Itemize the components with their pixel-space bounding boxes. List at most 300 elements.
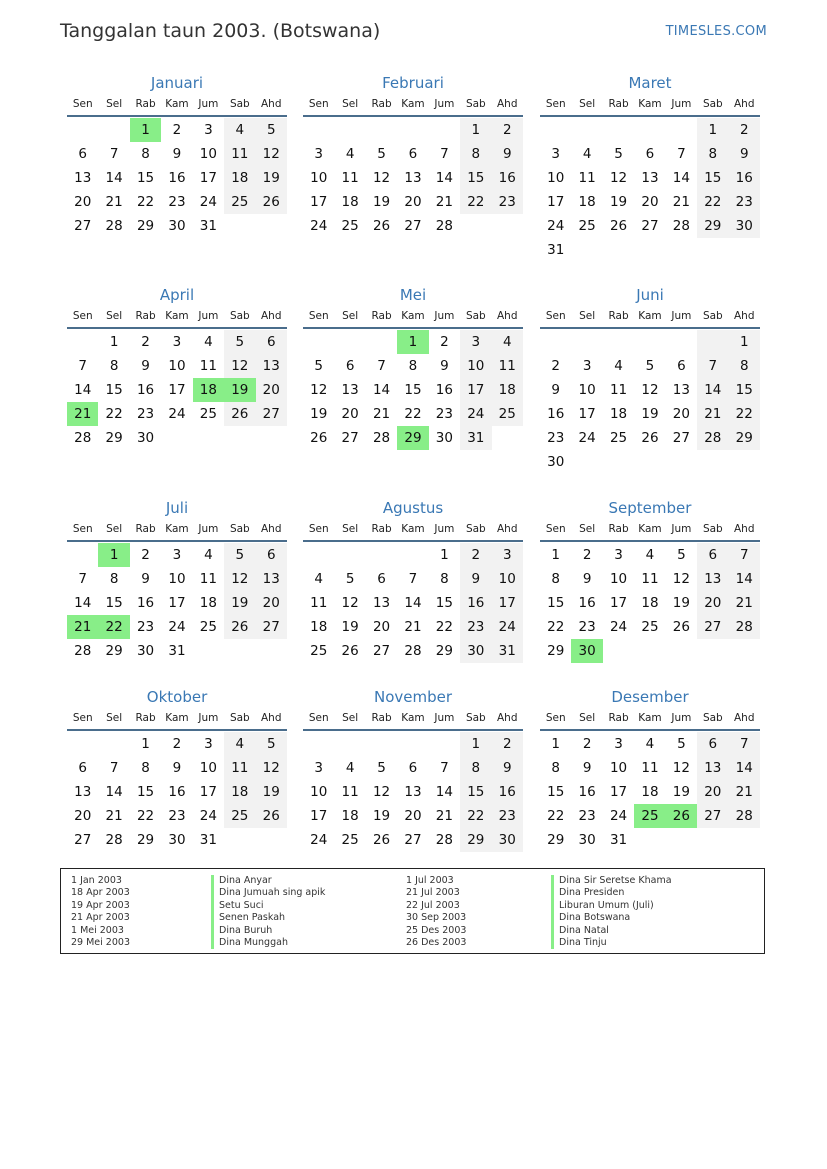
day-cell[interactable]: 1 xyxy=(460,118,491,142)
day-cell[interactable]: 7 xyxy=(377,358,386,374)
day-cell[interactable]: 24 xyxy=(547,218,565,234)
day-cell[interactable]: 23 xyxy=(492,804,523,828)
day-cell[interactable]: 26 xyxy=(672,619,690,635)
day-cell[interactable]: 14 xyxy=(404,595,422,611)
day-cell[interactable]: 31 xyxy=(492,639,523,663)
day-cell[interactable]: 18 xyxy=(341,808,359,824)
day-cell[interactable]: 3 xyxy=(172,547,182,563)
day-cell[interactable]: 4 xyxy=(645,736,655,752)
day-cell[interactable]: 20 xyxy=(341,406,359,422)
holiday-day-cell[interactable]: 22 xyxy=(98,615,129,639)
day-cell[interactable]: 4 xyxy=(614,358,623,374)
day-cell[interactable]: 9 xyxy=(141,358,150,374)
day-cell[interactable]: 12 xyxy=(609,170,628,186)
day-cell[interactable]: 9 xyxy=(141,571,150,587)
day-cell[interactable]: 24 xyxy=(199,194,217,210)
holiday-day-cell[interactable]: 30 xyxy=(571,639,602,663)
day-cell[interactable]: 19 xyxy=(224,591,255,615)
day-cell[interactable]: 26 xyxy=(310,430,328,446)
day-cell[interactable]: 21 xyxy=(105,808,123,824)
day-cell[interactable]: 24 xyxy=(310,832,328,848)
day-cell[interactable]: 11 xyxy=(578,170,596,186)
day-cell[interactable]: 13 xyxy=(697,567,728,591)
day-cell[interactable]: 11 xyxy=(341,170,359,186)
day-cell[interactable]: 27 xyxy=(74,832,92,848)
day-cell[interactable]: 5 xyxy=(224,330,255,354)
day-cell[interactable]: 25 xyxy=(578,218,596,234)
day-cell[interactable]: 3 xyxy=(614,547,623,563)
day-cell[interactable]: 25 xyxy=(609,430,628,446)
day-cell[interactable]: 27 xyxy=(256,615,287,639)
day-cell[interactable]: 20 xyxy=(74,808,92,824)
day-cell[interactable]: 4 xyxy=(204,547,213,563)
day-cell[interactable]: 25 xyxy=(492,402,523,426)
day-cell[interactable]: 28 xyxy=(105,832,123,848)
day-cell[interactable]: 12 xyxy=(256,756,287,780)
day-cell[interactable]: 6 xyxy=(697,732,728,756)
day-cell[interactable]: 18 xyxy=(199,595,217,611)
day-cell[interactable]: 19 xyxy=(256,166,287,190)
day-cell[interactable]: 27 xyxy=(372,643,391,659)
day-cell[interactable]: 22 xyxy=(435,619,453,635)
day-cell[interactable]: 10 xyxy=(168,571,186,587)
day-cell[interactable]: 18 xyxy=(609,406,628,422)
day-cell[interactable]: 12 xyxy=(341,595,359,611)
day-cell[interactable]: 25 xyxy=(224,190,255,214)
day-cell[interactable]: 1 xyxy=(460,732,491,756)
day-cell[interactable]: 23 xyxy=(460,615,491,639)
day-cell[interactable]: 13 xyxy=(404,170,422,186)
day-cell[interactable]: 20 xyxy=(697,591,728,615)
day-cell[interactable]: 19 xyxy=(341,619,359,635)
day-cell[interactable]: 21 xyxy=(697,402,728,426)
day-cell[interactable]: 9 xyxy=(492,142,523,166)
day-cell[interactable]: 22 xyxy=(460,190,491,214)
day-cell[interactable]: 20 xyxy=(256,591,287,615)
day-cell[interactable]: 10 xyxy=(199,146,217,162)
day-cell[interactable]: 31 xyxy=(460,426,491,450)
day-cell[interactable]: 22 xyxy=(136,808,155,824)
day-cell[interactable]: 1 xyxy=(729,330,760,354)
day-cell[interactable]: 13 xyxy=(672,382,690,398)
day-cell[interactable]: 8 xyxy=(460,142,491,166)
day-cell[interactable]: 2 xyxy=(551,358,560,374)
day-cell[interactable]: 18 xyxy=(641,784,659,800)
holiday-day-cell[interactable]: 1 xyxy=(397,330,428,354)
day-cell[interactable]: 18 xyxy=(341,194,359,210)
day-cell[interactable]: 1 xyxy=(141,736,150,752)
day-cell[interactable]: 17 xyxy=(168,595,186,611)
day-cell[interactable]: 1 xyxy=(109,334,119,350)
day-cell[interactable]: 29 xyxy=(729,426,760,450)
day-cell[interactable]: 27 xyxy=(697,804,728,828)
day-cell[interactable]: 20 xyxy=(404,194,422,210)
day-cell[interactable]: 19 xyxy=(672,595,690,611)
day-cell[interactable]: 30 xyxy=(729,214,760,238)
day-cell[interactable]: 8 xyxy=(440,571,449,587)
day-cell[interactable]: 7 xyxy=(78,358,87,374)
holiday-day-cell[interactable]: 29 xyxy=(397,426,428,450)
day-cell[interactable]: 2 xyxy=(492,118,523,142)
day-cell[interactable]: 5 xyxy=(256,732,287,756)
day-cell[interactable]: 14 xyxy=(729,567,760,591)
day-cell[interactable]: 5 xyxy=(256,118,287,142)
day-cell[interactable]: 14 xyxy=(729,756,760,780)
day-cell[interactable]: 30 xyxy=(168,218,186,234)
day-cell[interactable]: 3 xyxy=(582,358,592,374)
day-cell[interactable]: 2 xyxy=(172,122,182,138)
day-cell[interactable]: 9 xyxy=(582,760,592,776)
day-cell[interactable]: 12 xyxy=(372,170,391,186)
day-cell[interactable]: 9 xyxy=(551,382,560,398)
day-cell[interactable]: 14 xyxy=(372,382,391,398)
day-cell[interactable]: 30 xyxy=(435,430,453,446)
day-cell[interactable]: 7 xyxy=(729,543,760,567)
day-cell[interactable]: 24 xyxy=(492,615,523,639)
day-cell[interactable]: 25 xyxy=(199,619,217,635)
day-cell[interactable]: 24 xyxy=(578,430,596,446)
day-cell[interactable]: 17 xyxy=(547,194,565,210)
day-cell[interactable]: 29 xyxy=(136,218,155,234)
day-cell[interactable]: 4 xyxy=(204,334,213,350)
day-cell[interactable]: 19 xyxy=(372,194,391,210)
day-cell[interactable]: 29 xyxy=(547,643,565,659)
day-cell[interactable]: 21 xyxy=(729,780,760,804)
day-cell[interactable]: 7 xyxy=(677,146,686,162)
day-cell[interactable]: 18 xyxy=(578,194,596,210)
day-cell[interactable]: 7 xyxy=(408,571,418,587)
day-cell[interactable]: 6 xyxy=(645,146,655,162)
day-cell[interactable]: 22 xyxy=(547,619,565,635)
day-cell[interactable]: 19 xyxy=(609,194,628,210)
day-cell[interactable]: 6 xyxy=(408,146,418,162)
day-cell[interactable]: 29 xyxy=(105,643,123,659)
day-cell[interactable]: 20 xyxy=(372,619,391,635)
day-cell[interactable]: 10 xyxy=(578,382,596,398)
day-cell[interactable]: 4 xyxy=(314,571,323,587)
day-cell[interactable]: 1 xyxy=(697,118,728,142)
day-cell[interactable]: 15 xyxy=(547,595,565,611)
day-cell[interactable]: 2 xyxy=(729,118,760,142)
day-cell[interactable]: 13 xyxy=(256,567,287,591)
day-cell[interactable]: 28 xyxy=(372,430,391,446)
day-cell[interactable]: 24 xyxy=(609,808,628,824)
day-cell[interactable]: 8 xyxy=(460,756,491,780)
day-cell[interactable]: 30 xyxy=(136,643,155,659)
holiday-day-cell[interactable]: 21 xyxy=(67,615,98,639)
day-cell[interactable]: 24 xyxy=(310,218,328,234)
day-cell[interactable]: 15 xyxy=(435,595,453,611)
day-cell[interactable]: 5 xyxy=(677,736,686,752)
day-cell[interactable]: 28 xyxy=(729,615,760,639)
day-cell[interactable]: 20 xyxy=(697,780,728,804)
day-cell[interactable]: 10 xyxy=(310,170,328,186)
day-cell[interactable]: 16 xyxy=(578,784,596,800)
day-cell[interactable]: 28 xyxy=(435,832,453,848)
day-cell[interactable]: 22 xyxy=(404,406,422,422)
day-cell[interactable]: 25 xyxy=(341,218,359,234)
day-cell[interactable]: 11 xyxy=(641,760,659,776)
day-cell[interactable]: 30 xyxy=(136,430,155,446)
day-cell[interactable]: 27 xyxy=(404,832,422,848)
day-cell[interactable]: 4 xyxy=(224,118,255,142)
day-cell[interactable]: 16 xyxy=(168,784,186,800)
day-cell[interactable]: 28 xyxy=(74,430,92,446)
day-cell[interactable]: 29 xyxy=(547,832,565,848)
day-cell[interactable]: 6 xyxy=(256,543,287,567)
day-cell[interactable]: 16 xyxy=(136,382,155,398)
day-cell[interactable]: 27 xyxy=(256,402,287,426)
day-cell[interactable]: 5 xyxy=(377,146,386,162)
day-cell[interactable]: 12 xyxy=(672,760,690,776)
day-cell[interactable]: 13 xyxy=(256,354,287,378)
holiday-day-cell[interactable]: 1 xyxy=(98,543,129,567)
day-cell[interactable]: 3 xyxy=(492,543,523,567)
day-cell[interactable]: 26 xyxy=(256,190,287,214)
day-cell[interactable]: 8 xyxy=(109,358,119,374)
day-cell[interactable]: 6 xyxy=(256,330,287,354)
day-cell[interactable]: 13 xyxy=(74,170,92,186)
day-cell[interactable]: 28 xyxy=(74,643,92,659)
day-cell[interactable]: 4 xyxy=(224,732,255,756)
day-cell[interactable]: 24 xyxy=(199,808,217,824)
day-cell[interactable]: 27 xyxy=(74,218,92,234)
day-cell[interactable]: 26 xyxy=(372,218,391,234)
day-cell[interactable]: 10 xyxy=(199,760,217,776)
day-cell[interactable]: 8 xyxy=(109,571,119,587)
day-cell[interactable]: 18 xyxy=(224,166,255,190)
day-cell[interactable]: 6 xyxy=(78,760,87,776)
day-cell[interactable]: 16 xyxy=(435,382,453,398)
day-cell[interactable]: 24 xyxy=(168,619,186,635)
day-cell[interactable]: 14 xyxy=(105,784,123,800)
day-cell[interactable]: 29 xyxy=(136,832,155,848)
day-cell[interactable]: 30 xyxy=(578,832,596,848)
day-cell[interactable]: 23 xyxy=(578,619,596,635)
day-cell[interactable]: 5 xyxy=(314,358,323,374)
day-cell[interactable]: 15 xyxy=(697,166,728,190)
day-cell[interactable]: 22 xyxy=(729,402,760,426)
day-cell[interactable]: 19 xyxy=(310,406,328,422)
day-cell[interactable]: 11 xyxy=(199,571,217,587)
day-cell[interactable]: 9 xyxy=(582,571,592,587)
day-cell[interactable]: 15 xyxy=(136,170,155,186)
day-cell[interactable]: 15 xyxy=(460,166,491,190)
holiday-day-cell[interactable]: 1 xyxy=(130,118,161,142)
day-cell[interactable]: 10 xyxy=(609,760,628,776)
day-cell[interactable]: 9 xyxy=(440,358,449,374)
day-cell[interactable]: 3 xyxy=(314,146,323,162)
day-cell[interactable]: 4 xyxy=(492,330,523,354)
day-cell[interactable]: 11 xyxy=(310,595,328,611)
day-cell[interactable]: 1 xyxy=(551,547,560,563)
day-cell[interactable]: 9 xyxy=(460,567,491,591)
day-cell[interactable]: 17 xyxy=(168,382,186,398)
day-cell[interactable]: 4 xyxy=(645,547,655,563)
day-cell[interactable]: 2 xyxy=(492,732,523,756)
day-cell[interactable]: 17 xyxy=(578,406,596,422)
day-cell[interactable]: 11 xyxy=(641,571,659,587)
day-cell[interactable]: 24 xyxy=(168,406,186,422)
day-cell[interactable]: 23 xyxy=(168,808,186,824)
day-cell[interactable]: 15 xyxy=(105,382,123,398)
day-cell[interactable]: 17 xyxy=(460,378,491,402)
day-cell[interactable]: 23 xyxy=(435,406,453,422)
day-cell[interactable]: 7 xyxy=(729,732,760,756)
day-cell[interactable]: 22 xyxy=(105,406,123,422)
day-cell[interactable]: 20 xyxy=(672,406,690,422)
day-cell[interactable]: 30 xyxy=(492,828,523,852)
day-cell[interactable]: 24 xyxy=(460,402,491,426)
day-cell[interactable]: 10 xyxy=(492,567,523,591)
day-cell[interactable]: 2 xyxy=(172,736,182,752)
day-cell[interactable]: 16 xyxy=(492,780,523,804)
holiday-day-cell[interactable]: 19 xyxy=(224,378,255,402)
day-cell[interactable]: 28 xyxy=(435,218,453,234)
day-cell[interactable]: 12 xyxy=(672,571,690,587)
day-cell[interactable]: 11 xyxy=(609,382,628,398)
day-cell[interactable]: 11 xyxy=(492,354,523,378)
day-cell[interactable]: 16 xyxy=(729,166,760,190)
day-cell[interactable]: 21 xyxy=(105,194,123,210)
day-cell[interactable]: 29 xyxy=(435,643,453,659)
day-cell[interactable]: 4 xyxy=(345,146,355,162)
day-cell[interactable]: 16 xyxy=(578,595,596,611)
day-cell[interactable]: 8 xyxy=(697,142,728,166)
day-cell[interactable]: 28 xyxy=(404,643,422,659)
day-cell[interactable]: 22 xyxy=(697,190,728,214)
day-cell[interactable]: 14 xyxy=(672,170,690,186)
day-cell[interactable]: 3 xyxy=(551,146,560,162)
day-cell[interactable]: 5 xyxy=(224,543,255,567)
day-cell[interactable]: 13 xyxy=(697,756,728,780)
day-cell[interactable]: 3 xyxy=(460,330,491,354)
day-cell[interactable]: 11 xyxy=(224,756,255,780)
day-cell[interactable]: 7 xyxy=(440,146,449,162)
day-cell[interactable]: 3 xyxy=(204,122,213,138)
day-cell[interactable]: 2 xyxy=(440,334,449,350)
day-cell[interactable]: 7 xyxy=(697,354,728,378)
day-cell[interactable]: 13 xyxy=(74,784,92,800)
day-cell[interactable]: 23 xyxy=(578,808,596,824)
day-cell[interactable]: 18 xyxy=(224,780,255,804)
day-cell[interactable]: 10 xyxy=(609,571,628,587)
day-cell[interactable]: 21 xyxy=(672,194,690,210)
day-cell[interactable]: 26 xyxy=(641,430,659,446)
holiday-day-cell[interactable]: 21 xyxy=(67,402,98,426)
day-cell[interactable]: 10 xyxy=(547,170,565,186)
day-cell[interactable]: 22 xyxy=(136,194,155,210)
day-cell[interactable]: 17 xyxy=(310,194,328,210)
day-cell[interactable]: 10 xyxy=(168,358,186,374)
day-cell[interactable]: 21 xyxy=(435,194,453,210)
day-cell[interactable]: 11 xyxy=(224,142,255,166)
day-cell[interactable]: 31 xyxy=(168,643,186,659)
day-cell[interactable]: 17 xyxy=(609,595,628,611)
day-cell[interactable]: 26 xyxy=(256,804,287,828)
day-cell[interactable]: 13 xyxy=(341,382,359,398)
day-cell[interactable]: 26 xyxy=(224,615,255,639)
day-cell[interactable]: 31 xyxy=(199,832,217,848)
day-cell[interactable]: 23 xyxy=(168,194,186,210)
day-cell[interactable]: 27 xyxy=(341,430,359,446)
day-cell[interactable]: 15 xyxy=(547,784,565,800)
day-cell[interactable]: 15 xyxy=(460,780,491,804)
day-cell[interactable]: 11 xyxy=(199,358,217,374)
day-cell[interactable]: 7 xyxy=(78,571,87,587)
day-cell[interactable]: 26 xyxy=(609,218,628,234)
day-cell[interactable]: 27 xyxy=(672,430,690,446)
day-cell[interactable]: 4 xyxy=(345,760,355,776)
day-cell[interactable]: 17 xyxy=(199,170,217,186)
day-cell[interactable]: 25 xyxy=(199,406,217,422)
day-cell[interactable]: 6 xyxy=(377,571,386,587)
day-cell[interactable]: 6 xyxy=(697,543,728,567)
day-cell[interactable]: 28 xyxy=(672,218,690,234)
day-cell[interactable]: 9 xyxy=(729,142,760,166)
day-cell[interactable]: 15 xyxy=(105,595,123,611)
day-cell[interactable]: 19 xyxy=(641,406,659,422)
day-cell[interactable]: 2 xyxy=(141,334,150,350)
day-cell[interactable]: 16 xyxy=(136,595,155,611)
day-cell[interactable]: 18 xyxy=(492,378,523,402)
day-cell[interactable]: 12 xyxy=(372,784,391,800)
day-cell[interactable]: 31 xyxy=(547,242,565,258)
day-cell[interactable]: 27 xyxy=(697,615,728,639)
day-cell[interactable]: 23 xyxy=(729,190,760,214)
day-cell[interactable]: 26 xyxy=(224,402,255,426)
day-cell[interactable]: 19 xyxy=(256,780,287,804)
day-cell[interactable]: 20 xyxy=(404,808,422,824)
day-cell[interactable]: 3 xyxy=(172,334,182,350)
day-cell[interactable]: 12 xyxy=(310,382,328,398)
day-cell[interactable]: 7 xyxy=(109,146,119,162)
day-cell[interactable]: 8 xyxy=(408,358,418,374)
day-cell[interactable]: 8 xyxy=(141,146,150,162)
day-cell[interactable]: 21 xyxy=(404,619,422,635)
day-cell[interactable]: 10 xyxy=(310,784,328,800)
holiday-day-cell[interactable]: 25 xyxy=(634,804,665,828)
day-cell[interactable]: 14 xyxy=(697,378,728,402)
day-cell[interactable]: 5 xyxy=(345,571,355,587)
day-cell[interactable]: 3 xyxy=(204,736,213,752)
day-cell[interactable]: 21 xyxy=(729,591,760,615)
day-cell[interactable]: 25 xyxy=(310,643,328,659)
brand-link[interactable]: TIMESLES.COM xyxy=(665,24,767,39)
day-cell[interactable]: 17 xyxy=(199,784,217,800)
day-cell[interactable]: 29 xyxy=(460,828,491,852)
day-cell[interactable]: 30 xyxy=(168,832,186,848)
holiday-day-cell[interactable]: 18 xyxy=(193,378,224,402)
day-cell[interactable]: 9 xyxy=(172,146,182,162)
day-cell[interactable]: 27 xyxy=(404,218,422,234)
day-cell[interactable]: 29 xyxy=(105,430,123,446)
day-cell[interactable]: 25 xyxy=(224,804,255,828)
day-cell[interactable]: 16 xyxy=(492,166,523,190)
day-cell[interactable]: 22 xyxy=(547,808,565,824)
day-cell[interactable]: 28 xyxy=(729,804,760,828)
day-cell[interactable]: 17 xyxy=(609,784,628,800)
day-cell[interactable]: 11 xyxy=(341,784,359,800)
day-cell[interactable]: 20 xyxy=(256,378,287,402)
day-cell[interactable]: 18 xyxy=(310,619,328,635)
day-cell[interactable]: 23 xyxy=(492,190,523,214)
day-cell[interactable]: 8 xyxy=(551,760,560,776)
day-cell[interactable]: 15 xyxy=(136,784,155,800)
day-cell[interactable]: 17 xyxy=(492,591,523,615)
day-cell[interactable]: 16 xyxy=(460,591,491,615)
holiday-day-cell[interactable]: 26 xyxy=(666,804,697,828)
